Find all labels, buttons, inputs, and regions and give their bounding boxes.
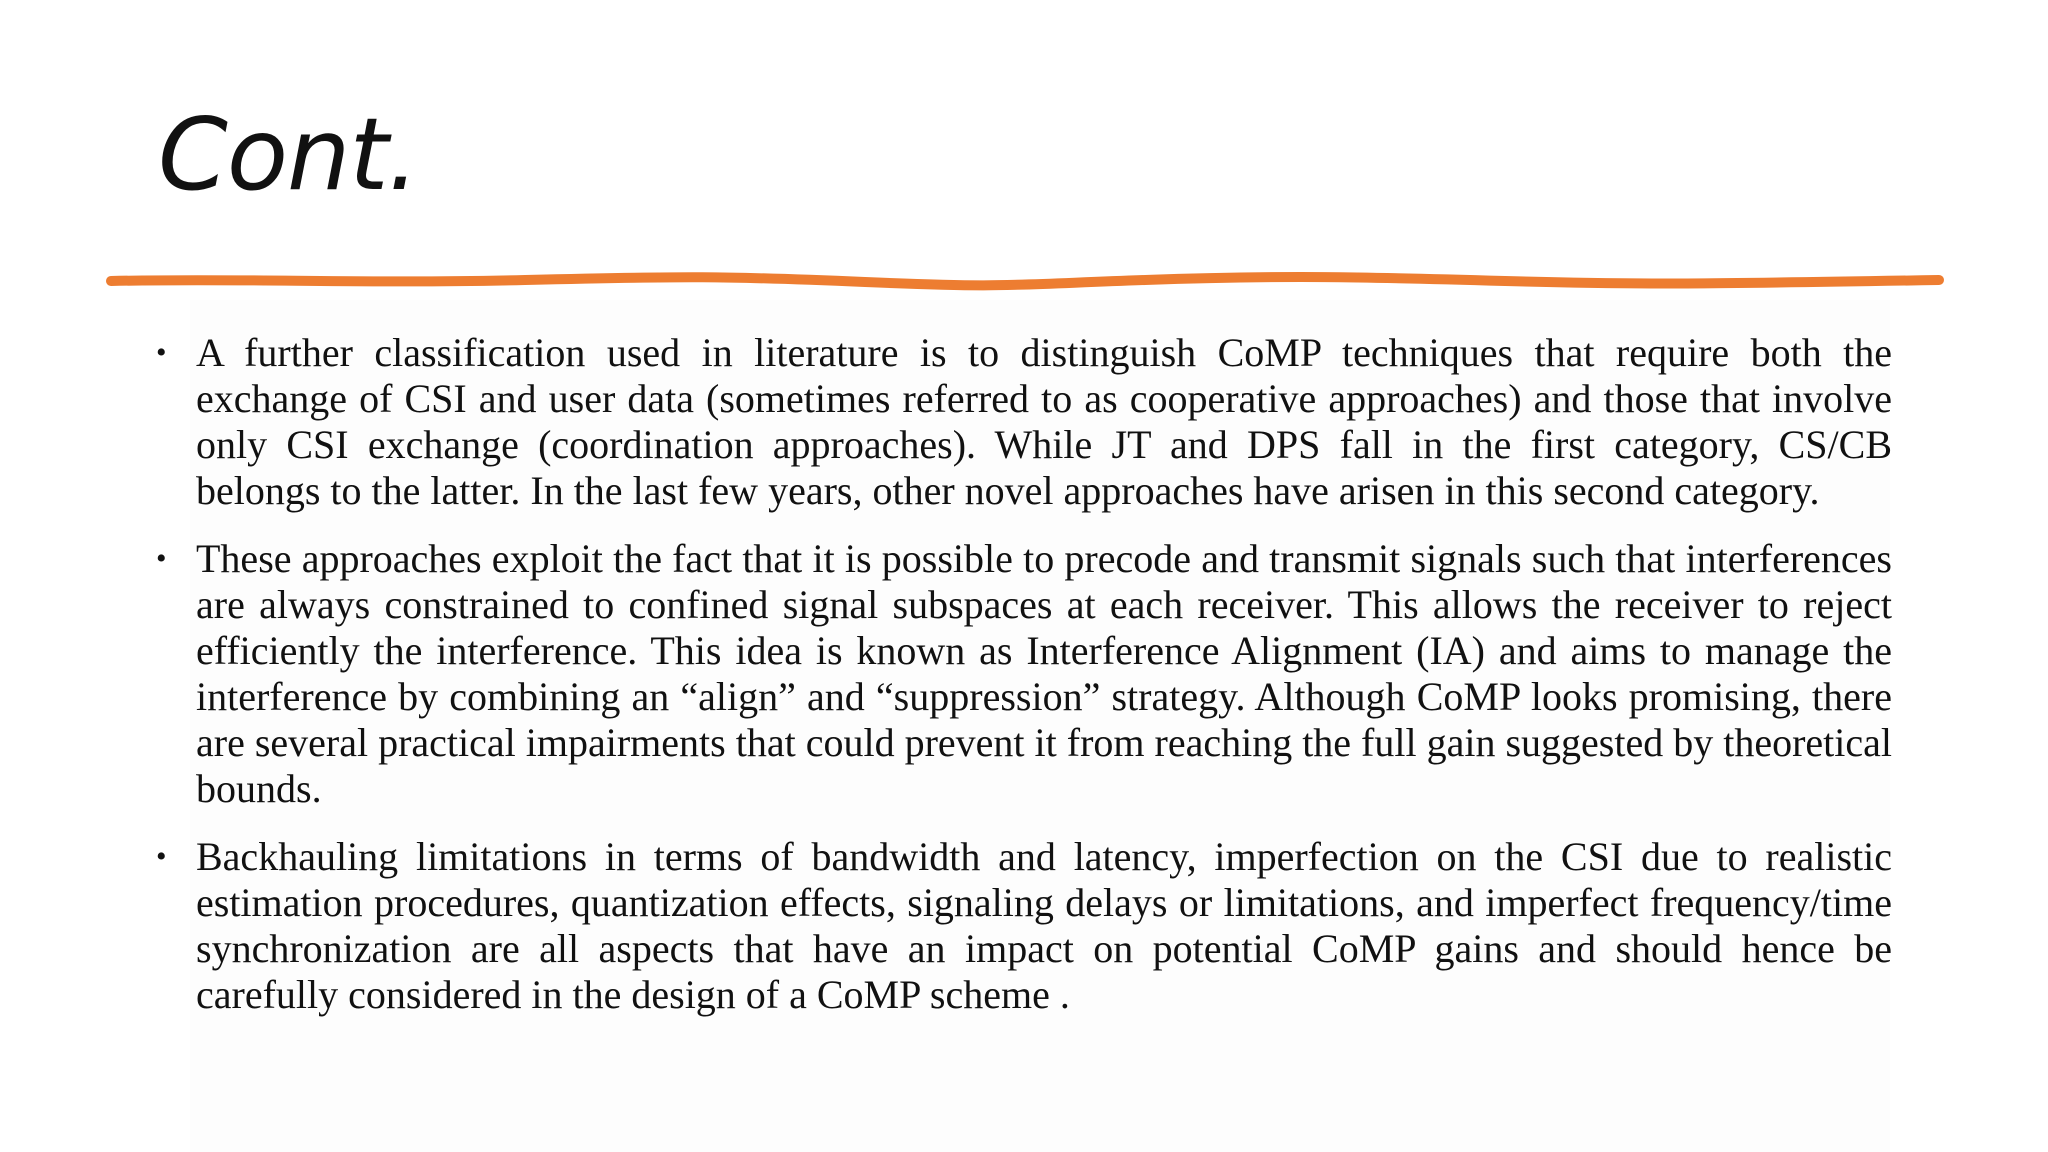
- bullet-item: [150, 536, 1892, 812]
- bullet-text: Backhauling limitations in terms of bandwidth and latency, imperfection on the CSI due to realistic estimation procedures, quantization effects, signaling delays or limitations, and imperfect frequency/time synchronization are all aspects that have an impact on potential CoMP gains and should hence be carefully considered in the design of a CoMP scheme .: [196, 834, 1892, 1017]
- bullet-item: [150, 330, 1892, 514]
- bullet-text: These approaches exploit the fact that it is possible to precode and transmit signals such that interferences are always constrained to confined signal subspaces at each receiver. This allows the receiver to reject efficiently the interference. This idea is known as Interference Alignment (IA) and aims to manage the interference by combining an “align” and “suppression” strategy. Although CoMP looks promising, there are several practical impairments that could prevent it from reaching the full gain suggested by theoretical bounds.: [196, 536, 1893, 811]
- bullet-item: [150, 834, 1892, 1018]
- bullet-dot-icon: •: [156, 542, 167, 575]
- slide-title: Cont.: [158, 96, 419, 213]
- title-underline-stroke: [111, 277, 1939, 285]
- bullet-dot-icon: •: [156, 336, 167, 369]
- bullet-dot-icon: •: [156, 840, 167, 873]
- bullet-text: A further classification used in literature is to distinguish CoMP techniques that require both the exchange of CSI and user data (sometimes referred to as cooperative approaches) and those that involve only CSI exchange (coordination approaches). While JT and DPS fall in the first category, CS/CB belongs to the latter. In the last few years, other novel approaches have arisen in this second category.: [196, 330, 1892, 513]
- title-underline: [105, 270, 1945, 292]
- bullet-list: [150, 330, 1892, 1040]
